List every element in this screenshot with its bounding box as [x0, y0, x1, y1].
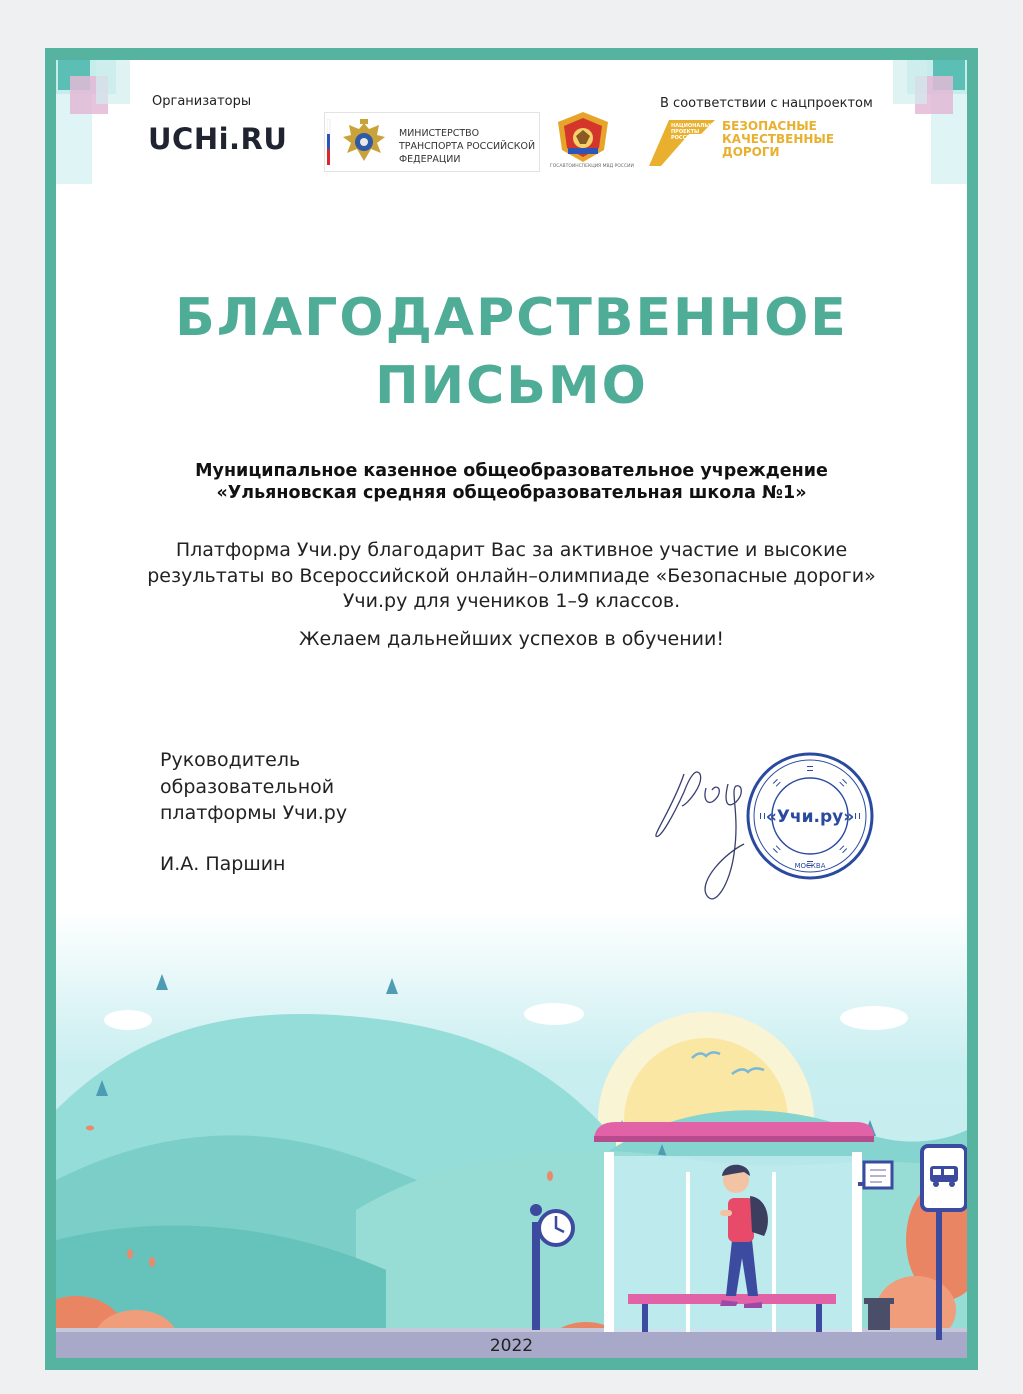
corner-decoration-left	[56, 60, 136, 184]
handwritten-signature	[656, 772, 744, 899]
recipient-line2: «Ульяновская средняя общеобразовательная школа №1»	[216, 483, 807, 503]
gibdd-caption: ГОСАВТОИНСПЕКЦИЯ МВД РОССИИ	[550, 164, 634, 169]
document-title-line1: БЛАГОДАРСТВЕННОЕ	[175, 288, 848, 348]
signer-name: И.А. Паршин	[160, 853, 286, 875]
corner-decoration-right	[887, 60, 967, 184]
recipient-school	[56, 460, 967, 504]
document-title-line2: ПИСЬМО	[375, 356, 648, 416]
certificate-frame	[45, 48, 978, 1370]
ministry-name: МИНИСТЕРСТВО ТРАНСПОРТА РОССИЙСКОЙ ФЕДЕРАЦИИ	[399, 128, 536, 165]
stamp-center-text: «Учи.ру»	[765, 807, 855, 827]
stamp-city-text: МОСКВА	[794, 862, 826, 870]
signer-position	[160, 747, 347, 827]
russia-flag-stripe-icon	[327, 119, 335, 165]
organizers-label: Организаторы	[152, 94, 252, 109]
signature-and-stamp	[644, 744, 884, 916]
gibdd-emblem-icon	[552, 110, 614, 164]
bus-stop-illustration	[56, 910, 967, 1358]
natproject-label: В соответствии с нацпроектом	[660, 96, 873, 111]
certificate-page	[56, 60, 967, 1358]
natproject-name: БЕЗОПАСНЫЕ КАЧЕСТВЕННЫЕ ДОРОГИ	[722, 119, 835, 159]
uchi-logo: UCHi.RU	[148, 122, 288, 156]
signer-position-line1: Руководитель	[160, 749, 301, 771]
trash-bin	[864, 1298, 894, 1330]
ministry-logo	[324, 112, 540, 172]
year-label: 2022	[489, 1336, 534, 1356]
wish-text: Желаем дальнейших успехов в обучении!	[299, 628, 724, 650]
signer-position-line2: образовательной	[160, 775, 335, 798]
company-stamp	[748, 754, 872, 878]
natproject-mini-label: НАЦИОНАЛЬНЫЕ ПРОЕКТЫ РОССИИ	[671, 123, 721, 141]
timetable-sign	[858, 1162, 892, 1188]
recipient-line1: Муниципальное казенное общеобразовательное учреждение	[195, 461, 828, 481]
thanks-text: Платформа Учи.ру благодарит Вас за активное участие и высокие результаты во Всероссийской онлайн–олимпиаде «Безопасные дороги» Учи.ру для учеников 1–9 классов.	[147, 539, 876, 612]
eagle-emblem-icon	[339, 117, 389, 167]
signer-position-line3: платформы Учи.ру	[160, 802, 348, 824]
